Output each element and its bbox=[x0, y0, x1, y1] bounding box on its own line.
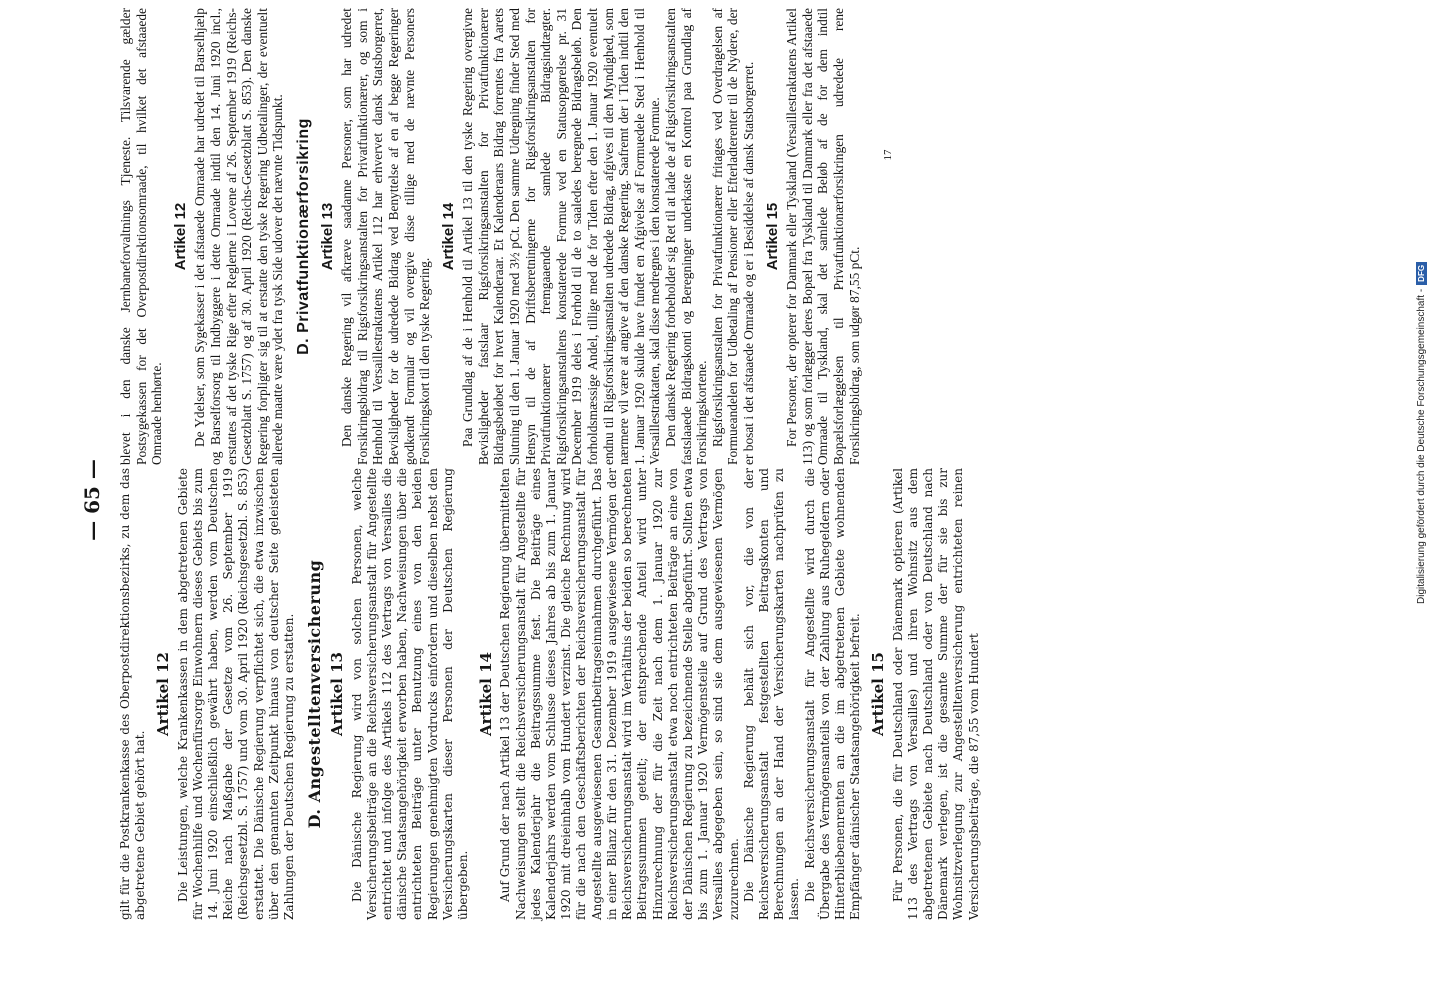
danish-art12-text: De Ydelser, som Sygekasser i det afstaaede Omraade har udredet til Barselhjælp og Barselforsorg til Indbyggere i dette Omraade indtil den 14. Juni 1920 incl., erstattes af det tyske Rige efter Reglerne i Lovene af 26. September 1919 (Reichs-Gesetzblatt S. 1757) og af 30. April 1920 (Reichs-Gesetzblatt S. 853). Den danske Regering forpligter sig til at erstatte den tyske Regering Udbetalinger, der eventuelt allerede maatte være ydet fra tysk Side udover det nævnte Tidspunkt. bbox=[192, 8, 286, 465]
german-intro: gilt für die Postkrankenkasse des Oberpostdirektionsbezirks, zu dem das abgetretene Gebiet gehört hat. bbox=[118, 468, 148, 920]
german-column bbox=[118, 468, 981, 920]
danish-art13-text: Den danske Regering vil afkræve saadanne Personer, som har udredet Forsikringsbidrag til Rigsforsikringsanstalten for Privatfunktionærer, og som i Henhold til Versaillestraktatens Artikel 112 har erhvervet dansk Statsborgerret, Bevisligheder for de udredede Bidrag ved Benyttelse af en af begge Regeringer godkendt Formular og vil overgive disse tillige med de nævnte Personers Forsikringskort til den tyske Regering. bbox=[339, 8, 433, 465]
german-art14-p3: Die Reichsversicherungsanstalt für Angestellte wird durch die Übergabe des Vermögensanteils von der Zahlung aus Ruhegeldern oder Hinterbliebenenrenten an die im abgetretenen Gebiete wohnenden Empfänger dänischer Staatsangehörigkeit befreit. bbox=[802, 468, 863, 920]
page-number-prefix: — bbox=[80, 520, 104, 541]
german-art13-text: Die Dänische Regierung wird von solchen Personen, welche Versicherungsbeiträge an die Reichsversicherungsanstalt für Angestellte entrichtet und infolge des Artikels 112 des Vertrags von Versailles die dänische Staatsangehörigkeit erworben haben, Nachweisungen über die entrichteten Beiträge unter Benutzung eines von den beiden Regierungen genehmigten Vordrucks einfordern und dieselben nebst den Versicherungskarten dieser Personen der Deutschen Regierung übergeben. bbox=[349, 468, 471, 920]
german-section-d: D. Angestelltenversicherung bbox=[305, 559, 325, 829]
danish-section-d: D. Privatfunktionærforsikring bbox=[294, 118, 312, 355]
page-number-value: 65 bbox=[80, 486, 104, 514]
german-art14-p2: Die Dänische Regierung behält sich vor, die von der Reichsversicherungsanstalt festgestellten Beitragskonten und Berechnungen an der Hand der Versicherungskarten nachprüfen zu lassen. bbox=[741, 468, 802, 920]
german-art12-title: Artikel 12 bbox=[154, 652, 173, 736]
page-number bbox=[80, 440, 104, 560]
danish-art15-title: Artikel 15 bbox=[763, 202, 781, 271]
digitization-credit bbox=[1409, 0, 1433, 1000]
german-art14-title: Artikel 14 bbox=[477, 652, 496, 736]
danish-art13-title: Artikel 13 bbox=[318, 202, 336, 271]
signature-mark: 17 bbox=[882, 149, 894, 161]
danish-art14-title: Artikel 14 bbox=[439, 202, 457, 271]
danish-art14-p1: Paa Grundlag af de i Henhold til Artikel 13 til den tyske Regering overgivne Bevisligheder fastslaar Rigsforsikringsanstalten for Privatfunktionærer Bidragsbeløbet for hvert Kalenderaar. Et Kalenderaars Bidrag forrentes fra Aarets Slutning til den 1. Januar 1920 med 3½ pCt. Den samme Udregning finder Sted med Hensyn til de af Driftsberetningerne for Rigsforsikringsanstalten for Privatfunktionærer fremgaaende samlede Bidragsindtægter. Rigsforsikringsanstaltens konstaterede Formue ved en Statusopgørelse pr. 31 December 1919 deles i Forhold til de to saaledes beregnede Bidragsbeløb. Den forholdsmæssige Andel, tillige med de for Tiden efter den 1. Januar 1920 eventuelt endnu til Rigsforsikringsanstalten udredede Bidrag, afgives til den Myndighed, som nærmere vil være at angive af den danske Regering. Saafremt der i Tiden indtil den 1. Januar 1920 skulde have fundet en Afgivelse af Formuedele Sted i Henhold til Versaillestraktaten, skal disse medregnes i den konstaterede Formue. bbox=[460, 8, 663, 465]
credit-text: Digitalisierung gefördert durch die Deutsche Forschungsgemeinschaft - bbox=[1415, 288, 1427, 604]
danish-art14-p3: Rigsforsikringsanstalten for Privatfunktionærer fritages ved Overdragelsen af Formueandelen for Udbetaling af Pensioner eller Efterladterenter til de Nydere, der er bosat i det afstaaede Omraade og er i Besiddelse af dansk Statsborgerret. bbox=[709, 8, 756, 465]
german-art14-p1: Auf Grund der nach Artikel 13 der Deutschen Regierung übermittelten Nachweisungen stellt die Reichsversicherungsanstalt für Angestellte für jedes Kalenderjahr die Beitragssumme fest. Die Beiträge eines Kalenderjahrs werden vom Schlusse dieses Jahres ab bis zum 1. Januar 1920 mit dreieinhalb vom Hundert verzinst. Die gleiche Rechnung wird für die nach den Geschäftsberichten der Reichsversicherungsanstalt für Angestellte ausgewiesenen Gesamtbeitragseinnahmen durchgeführt. Das in einer Bilanz für den 31. Dezember 1919 ausgewiesene Vermögen der Reichsversicherungsanstalt wird im Verhältnis der beiden so berechneten Beitragssummen geteilt; der entsprechende Anteil wird unter Hinzurechnung der für die Zeit nach dem 1. Januar 1920 zur Reichsversicherungsanstalt etwa noch entrichteten Beiträge an eine von der Dänischen Regierung zu bezeichnende Stelle abgeführt. Sollten etwa bis zum 1. Januar 1920 Vermögensteile auf Grund des Vertrags von Versailles abgegeben sein, so sind sie dem ausgewiesenen Vermögen zuzurechnen. bbox=[498, 468, 741, 920]
page-number-suffix: — bbox=[80, 459, 104, 480]
danish-art15-text: For Personer, der opterer for Danmark eller Tyskland (Versaillestraktatens Artikel 113) og som forlægger deres Bopæl fra Tyskland til Danmark eller fra det afstaaede Omraade til Tyskland, skal det samlede Beløb af de for dem indtil Bopælsforlæggelsen til Privatfunktionærforsikringen udredede rene Forsikringsbidrag, som udgør 87,55 pCt. bbox=[784, 8, 862, 465]
german-art12-text: Die Leistungen, welche Krankenkassen in dem abgetretenen Gebiete für Wochenhilfe und Wochenfürsorge Einwohnern dieses Gebiets bis zum 14. Juni 1920 einschließlich gewährt haben, werden vom Deutschen Reiche nach Maßgabe der Gesetze vom 26. September 1919 (Reichsgesetzbl. S. 1757) und vom 30. April 1920 (Reichsgesetzbl. S. 853) erstattet. Die Dänische Regierung verpflichtet sich, die etwa inzwischen über den genannten Zeitpunkt hinaus von deutscher Seite geleisteten Zahlungen der Deutschen Regierung zu erstatten. bbox=[175, 468, 297, 920]
danish-column bbox=[118, 8, 940, 465]
german-art13-title: Artikel 13 bbox=[328, 652, 347, 736]
danish-art12-title: Artikel 12 bbox=[171, 202, 189, 271]
dfg-logo: DFG bbox=[1416, 262, 1427, 285]
german-art15-text: Für Personen, die für Deutschland oder Dänemark optieren (Artikel 113 des Vertrags von Versailles) und ihren Wohnsitz aus dem abgetretenen Gebiete nach Deutschland oder von Deutschland nach Dänemark verlegen, ist die gesamte Summe der für sie bis zur Wohnsitzverlegung zur Angestelltenversicherung entrichteten reinen Versicherungsbeiträge, die 87,55 vom Hundert bbox=[890, 468, 981, 920]
danish-intro: blevet i den danske Jernbaneforvaltnings Tjeneste. Tilsvarende gælder Postsygekassen for det Overpostdirektionsomraade, til hvilket det afstaaede Omraade henhørte. bbox=[118, 8, 165, 465]
danish-art14-p2: Den danske Regering forbeholder sig Ret til at lade de af Rigsforsikringsanstalten fastslaaede Bidragskonti og Beregninger underkaste en Kontrol paa Grundlag af Forsikringskortene. bbox=[663, 8, 710, 465]
german-art15-title: Artikel 15 bbox=[869, 652, 888, 736]
